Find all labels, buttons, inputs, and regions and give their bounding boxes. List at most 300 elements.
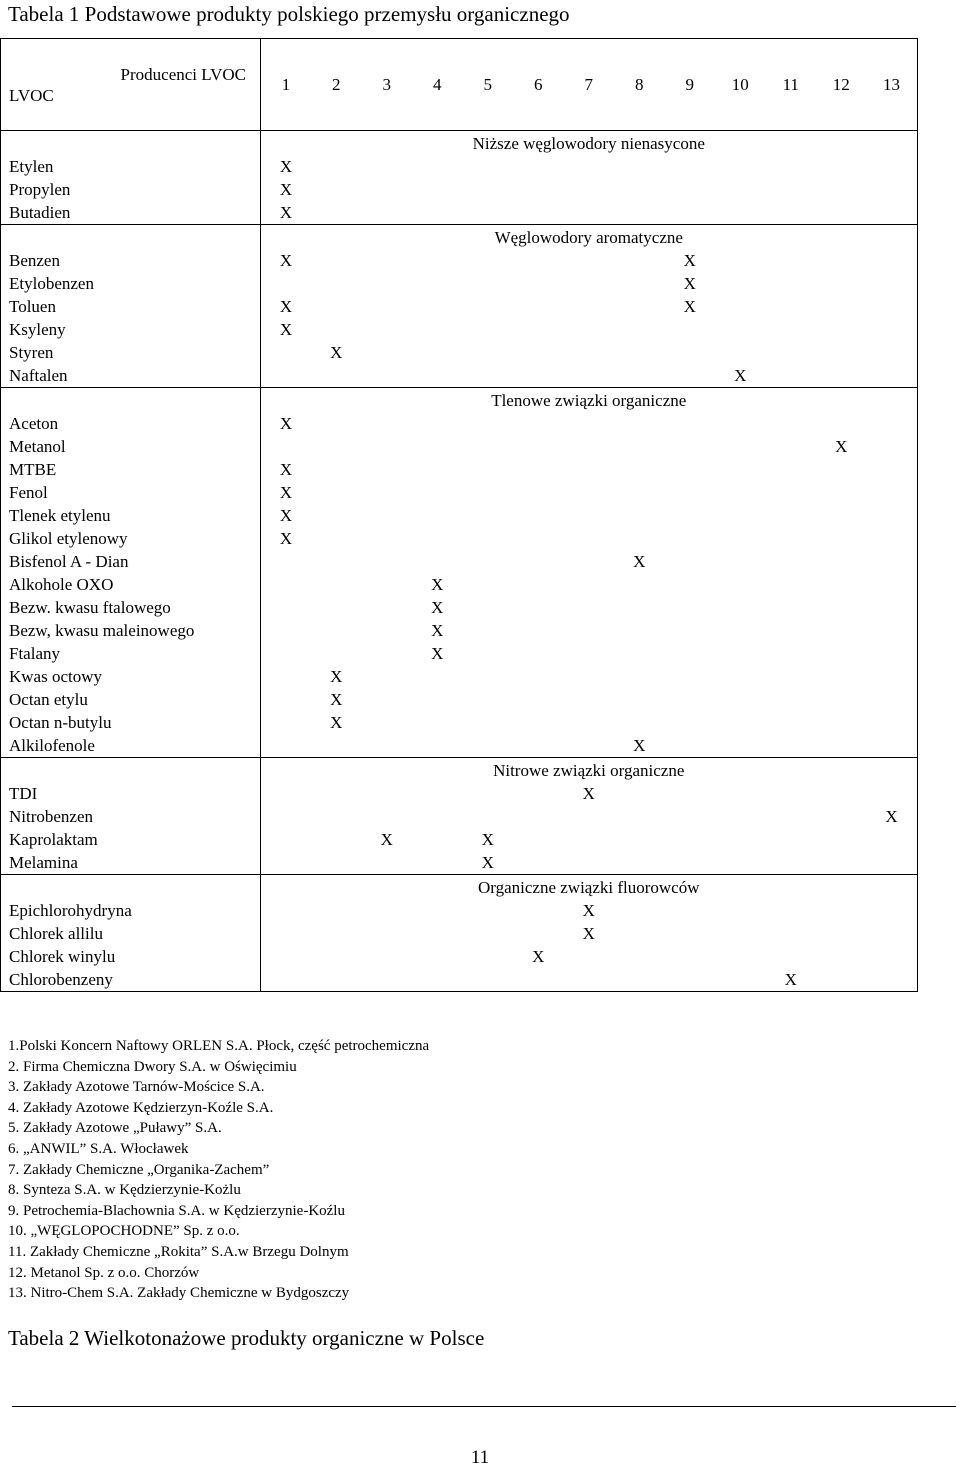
mark-cell — [513, 665, 564, 688]
table-row — [1, 711, 918, 734]
production-mark: X — [279, 483, 293, 502]
producer-number-3: 3 — [362, 39, 413, 131]
mark-cell — [564, 665, 615, 688]
production-mark: X — [330, 690, 343, 709]
mark-cell — [261, 272, 312, 295]
table-row — [1, 364, 918, 388]
mark-cell — [766, 805, 817, 828]
mark-cell — [261, 851, 312, 875]
product-name: Alkilofenole — [1, 734, 261, 758]
category-row — [1, 875, 918, 900]
table-header-row — [1, 39, 918, 131]
producer-number-11: 11 — [766, 39, 817, 131]
category-row — [1, 131, 918, 156]
mark-cell — [311, 899, 362, 922]
mark-cell — [513, 899, 564, 922]
mark-cell — [665, 364, 716, 388]
producer-legend — [8, 1036, 429, 1304]
mark-cell — [614, 435, 665, 458]
mark-cell — [665, 899, 716, 922]
mark-cell — [816, 550, 867, 573]
mark-cell — [513, 550, 564, 573]
mark-cell — [513, 435, 564, 458]
mark-cell — [766, 619, 817, 642]
production-mark: X — [431, 644, 444, 663]
mark-cell — [463, 481, 514, 504]
mark-cell — [564, 504, 615, 527]
mark-cell — [564, 945, 615, 968]
mark-cell — [614, 341, 665, 364]
legend-item: 9. Petrochemia-Blachownia S.A. w Kędzierzynie-Koźlu — [8, 1202, 345, 1219]
category-heading: Tlenowe związki organiczne — [261, 388, 918, 413]
mark-cell — [311, 458, 362, 481]
category-label-cell — [1, 875, 261, 900]
table-row — [1, 201, 918, 225]
mark-cell — [311, 364, 362, 388]
mark-cell — [412, 922, 463, 945]
mark-cell — [261, 435, 312, 458]
mark-cell — [867, 828, 918, 851]
mark-cell — [816, 734, 867, 758]
product-name: Toluen — [1, 295, 261, 318]
mark-cell — [513, 412, 564, 435]
mark-cell — [867, 155, 918, 178]
mark-cell — [513, 295, 564, 318]
mark-cell — [564, 573, 615, 596]
category-label-cell — [1, 225, 261, 250]
mark-cell — [715, 412, 766, 435]
mark-cell — [412, 201, 463, 225]
mark-cell — [463, 688, 514, 711]
mark-cell — [665, 665, 716, 688]
mark-cell — [564, 458, 615, 481]
mark-cell — [665, 922, 716, 945]
production-mark: X — [683, 251, 696, 270]
mark-cell — [564, 249, 615, 272]
product-name: Nitrobenzen — [1, 805, 261, 828]
product-name: Epichlorohydryna — [1, 899, 261, 922]
product-name: MTBE — [1, 458, 261, 481]
mark-cell — [513, 782, 564, 805]
mark-cell — [564, 968, 615, 992]
mark-cell — [665, 435, 716, 458]
mark-cell — [715, 734, 766, 758]
mark-cell — [816, 805, 867, 828]
mark-cell — [614, 318, 665, 341]
mark-cell — [614, 155, 665, 178]
mark-cell — [715, 573, 766, 596]
mark-cell — [412, 504, 463, 527]
mark-cell — [513, 504, 564, 527]
mark-cell — [816, 922, 867, 945]
mark-cell — [766, 155, 817, 178]
mark-cell — [362, 922, 413, 945]
mark-cell — [412, 805, 463, 828]
production-mark: X — [481, 830, 494, 849]
legend-item: 3. Zakłady Azotowe Tarnów-Mościce S.A. — [8, 1079, 265, 1096]
mark-cell — [261, 711, 312, 734]
mark-cell — [564, 155, 615, 178]
mark-cell — [463, 596, 514, 619]
mark-cell — [362, 201, 413, 225]
mark-cell — [665, 945, 716, 968]
legend-item: 13. Nitro-Chem S.A. Zakłady Chemiczne w Bydgoszczy — [8, 1285, 350, 1302]
mark-cell — [816, 412, 867, 435]
mark-cell — [564, 272, 615, 295]
mark-cell — [311, 272, 362, 295]
mark-cell — [362, 155, 413, 178]
mark-cell — [614, 805, 665, 828]
mark-cell — [261, 968, 312, 992]
mark-cell — [867, 550, 918, 573]
table-row — [1, 734, 918, 758]
mark-cell — [614, 922, 665, 945]
mark-cell — [816, 782, 867, 805]
mark-cell — [412, 272, 463, 295]
mark-cell — [513, 272, 564, 295]
mark-cell — [766, 642, 817, 665]
mark-cell — [463, 550, 514, 573]
mark-cell — [261, 945, 312, 968]
product-name: Alkohole OXO — [1, 573, 261, 596]
mark-cell — [867, 364, 918, 388]
mark-cell — [412, 435, 463, 458]
producer-number-9: 9 — [665, 39, 716, 131]
mark-cell — [362, 805, 413, 828]
mark-cell — [412, 945, 463, 968]
production-mark: X — [279, 320, 293, 339]
production-mark: X — [330, 713, 343, 732]
mark-cell — [261, 805, 312, 828]
category-heading: Organiczne związki fluorowców — [261, 875, 918, 900]
product-name: Chlorek winylu — [1, 945, 261, 968]
mark-cell — [867, 295, 918, 318]
mark-cell — [867, 527, 918, 550]
product-name: Chlorobenzeny — [1, 968, 261, 992]
product-name: Naftalen — [1, 364, 261, 388]
page-number: 11 — [470, 1447, 490, 1468]
table-row — [1, 527, 918, 550]
table-row — [1, 642, 918, 665]
mark-cell — [715, 782, 766, 805]
mark-cell — [261, 573, 312, 596]
mark-cell — [412, 458, 463, 481]
mark-cell — [412, 481, 463, 504]
product-name: Aceton — [1, 412, 261, 435]
mark-cell — [867, 642, 918, 665]
table-row — [1, 922, 918, 945]
mark-cell — [564, 596, 615, 619]
production-mark: X — [431, 575, 444, 594]
producer-number-1: 1 — [261, 39, 312, 131]
mark-cell — [311, 642, 362, 665]
production-mark: X — [582, 924, 595, 943]
mark-cell — [362, 899, 413, 922]
table-row — [1, 899, 918, 922]
table-row — [1, 412, 918, 435]
table-row — [1, 272, 918, 295]
table-row — [1, 295, 918, 318]
mark-cell — [311, 734, 362, 758]
mark-cell — [412, 734, 463, 758]
mark-cell — [867, 688, 918, 711]
mark-cell — [816, 851, 867, 875]
mark-cell — [766, 851, 817, 875]
mark-cell — [665, 155, 716, 178]
mark-cell — [463, 573, 514, 596]
table-row — [1, 968, 918, 992]
product-name: Bisfenol A - Dian — [1, 550, 261, 573]
mark-cell — [816, 711, 867, 734]
mark-cell — [564, 201, 615, 225]
table-row — [1, 573, 918, 596]
mark-cell — [261, 734, 312, 758]
table-row — [1, 851, 918, 875]
mark-cell — [463, 734, 514, 758]
mark-cell — [614, 899, 665, 922]
mark-cell — [311, 550, 362, 573]
mark-cell — [715, 527, 766, 550]
mark-cell — [362, 782, 413, 805]
mark-cell — [715, 481, 766, 504]
mark-cell — [463, 504, 514, 527]
mark-cell — [463, 249, 514, 272]
production-mark: X — [279, 203, 293, 222]
mark-cell — [715, 828, 766, 851]
mark-cell — [715, 178, 766, 201]
mark-cell — [614, 573, 665, 596]
mark-cell — [665, 573, 716, 596]
product-name: Benzen — [1, 249, 261, 272]
mark-cell — [715, 272, 766, 295]
mark-cell — [715, 851, 766, 875]
category-row — [1, 388, 918, 413]
mark-cell — [867, 619, 918, 642]
mark-cell — [463, 201, 514, 225]
product-name: Bezw. kwasu ftalowego — [1, 596, 261, 619]
mark-cell — [513, 968, 564, 992]
mark-cell — [766, 550, 817, 573]
legend-item: 5. Zakłady Azotowe „Puławy” S.A. — [8, 1120, 222, 1137]
mark-cell — [513, 527, 564, 550]
table-2-title: Tabela 2 Wielkotonażowe produkty organiczne w Polsce — [8, 1326, 485, 1350]
mark-cell — [311, 922, 362, 945]
mark-cell — [564, 318, 615, 341]
mark-cell — [816, 341, 867, 364]
mark-cell — [463, 178, 514, 201]
mark-cell — [412, 364, 463, 388]
mark-cell — [362, 364, 413, 388]
mark-cell — [614, 527, 665, 550]
mark-cell — [816, 504, 867, 527]
production-mark: X — [279, 460, 293, 479]
mark-cell — [412, 295, 463, 318]
product-name: Chlorek allilu — [1, 922, 261, 945]
product-name: Metanol — [1, 435, 261, 458]
legend-item: 11. Zakłady Chemiczne „Rokita” S.A.w Brzegu Dolnym — [8, 1243, 349, 1260]
mark-cell — [665, 527, 716, 550]
mark-cell — [816, 642, 867, 665]
mark-cell — [463, 318, 514, 341]
mark-cell — [766, 688, 817, 711]
mark-cell — [715, 504, 766, 527]
mark-cell — [816, 596, 867, 619]
mark-cell — [665, 805, 716, 828]
mark-cell — [766, 945, 817, 968]
producer-number-13: 13 — [867, 39, 918, 131]
mark-cell — [766, 899, 817, 922]
mark-cell — [311, 596, 362, 619]
table-row — [1, 341, 918, 364]
mark-cell — [311, 527, 362, 550]
mark-cell — [766, 458, 817, 481]
mark-cell — [261, 688, 312, 711]
mark-cell — [766, 782, 817, 805]
table-row — [1, 945, 918, 968]
mark-cell — [564, 828, 615, 851]
mark-cell — [564, 805, 615, 828]
mark-cell — [463, 155, 514, 178]
mark-cell — [463, 295, 514, 318]
mark-cell — [412, 968, 463, 992]
mark-cell — [362, 734, 413, 758]
mark-cell — [311, 481, 362, 504]
mark-cell — [564, 734, 615, 758]
mark-cell — [513, 828, 564, 851]
mark-cell — [665, 782, 716, 805]
table-row — [1, 550, 918, 573]
mark-cell — [816, 155, 867, 178]
mark-cell — [867, 922, 918, 945]
mark-cell — [715, 619, 766, 642]
mark-cell — [362, 527, 413, 550]
mark-cell — [463, 665, 514, 688]
mark-cell — [715, 341, 766, 364]
production-mark: X — [279, 251, 293, 270]
product-name: Octan n-butylu — [1, 711, 261, 734]
production-mark: X — [683, 274, 696, 293]
mark-cell — [766, 828, 817, 851]
product-name: Propylen — [1, 178, 261, 201]
mark-cell — [715, 968, 766, 992]
mark-cell — [614, 481, 665, 504]
mark-cell — [362, 573, 413, 596]
table-row — [1, 596, 918, 619]
table-row — [1, 805, 918, 828]
production-mark: X — [683, 297, 696, 316]
mark-cell — [362, 481, 413, 504]
mark-cell — [564, 341, 615, 364]
mark-cell — [766, 711, 817, 734]
mark-cell — [311, 945, 362, 968]
mark-cell — [513, 481, 564, 504]
production-mark: X — [582, 901, 595, 920]
mark-cell — [665, 201, 716, 225]
mark-cell — [766, 504, 817, 527]
mark-cell — [362, 711, 413, 734]
mark-cell — [362, 550, 413, 573]
production-mark: X — [431, 621, 444, 640]
mark-cell — [614, 642, 665, 665]
producer-number-6: 6 — [513, 39, 564, 131]
mark-cell — [261, 364, 312, 388]
mark-cell — [766, 364, 817, 388]
mark-cell — [261, 596, 312, 619]
production-mark: X — [481, 853, 494, 872]
mark-cell — [766, 201, 817, 225]
production-mark: X — [279, 157, 293, 176]
mark-cell — [463, 364, 514, 388]
mark-cell — [665, 178, 716, 201]
mark-cell — [412, 711, 463, 734]
mark-cell — [513, 596, 564, 619]
mark-cell — [867, 178, 918, 201]
mark-cell — [311, 573, 362, 596]
category-label-cell — [1, 131, 261, 156]
mark-cell — [665, 688, 716, 711]
mark-cell — [311, 805, 362, 828]
category-row — [1, 225, 918, 250]
mark-cell — [816, 619, 867, 642]
mark-cell — [513, 155, 564, 178]
product-name: Styren — [1, 341, 261, 364]
mark-cell — [766, 435, 817, 458]
mark-cell — [261, 899, 312, 922]
mark-cell — [463, 922, 514, 945]
mark-cell — [513, 734, 564, 758]
mark-cell — [463, 805, 514, 828]
mark-cell — [261, 550, 312, 573]
production-mark: X — [279, 529, 293, 548]
mark-cell — [412, 851, 463, 875]
mark-cell — [564, 435, 615, 458]
mark-cell — [513, 249, 564, 272]
legend-item: 8. Synteza S.A. w Kędzierzynie-Kożlu — [8, 1182, 241, 1199]
footer-rule — [12, 1406, 956, 1407]
mark-cell — [261, 922, 312, 945]
mark-cell — [715, 899, 766, 922]
producer-number-8: 8 — [614, 39, 665, 131]
mark-cell — [463, 782, 514, 805]
mark-cell — [614, 272, 665, 295]
mark-cell — [362, 688, 413, 711]
mark-cell — [261, 665, 312, 688]
mark-cell — [665, 596, 716, 619]
mark-cell — [513, 458, 564, 481]
mark-cell — [513, 805, 564, 828]
mark-cell — [665, 642, 716, 665]
mark-cell — [766, 527, 817, 550]
mark-cell — [311, 412, 362, 435]
mark-cell — [362, 295, 413, 318]
mark-cell — [715, 201, 766, 225]
category-heading: Węglowodory aromatyczne — [261, 225, 918, 250]
mark-cell — [311, 178, 362, 201]
mark-cell — [665, 481, 716, 504]
mark-cell — [766, 272, 817, 295]
table-row — [1, 504, 918, 527]
product-name: Octan etylu — [1, 688, 261, 711]
producer-number-10: 10 — [715, 39, 766, 131]
mark-cell — [867, 711, 918, 734]
table-row — [1, 178, 918, 201]
mark-cell — [665, 341, 716, 364]
mark-cell — [614, 782, 665, 805]
mark-cell — [766, 295, 817, 318]
product-name: Kaprolaktam — [1, 828, 261, 851]
mark-cell — [311, 201, 362, 225]
mark-cell — [463, 619, 514, 642]
